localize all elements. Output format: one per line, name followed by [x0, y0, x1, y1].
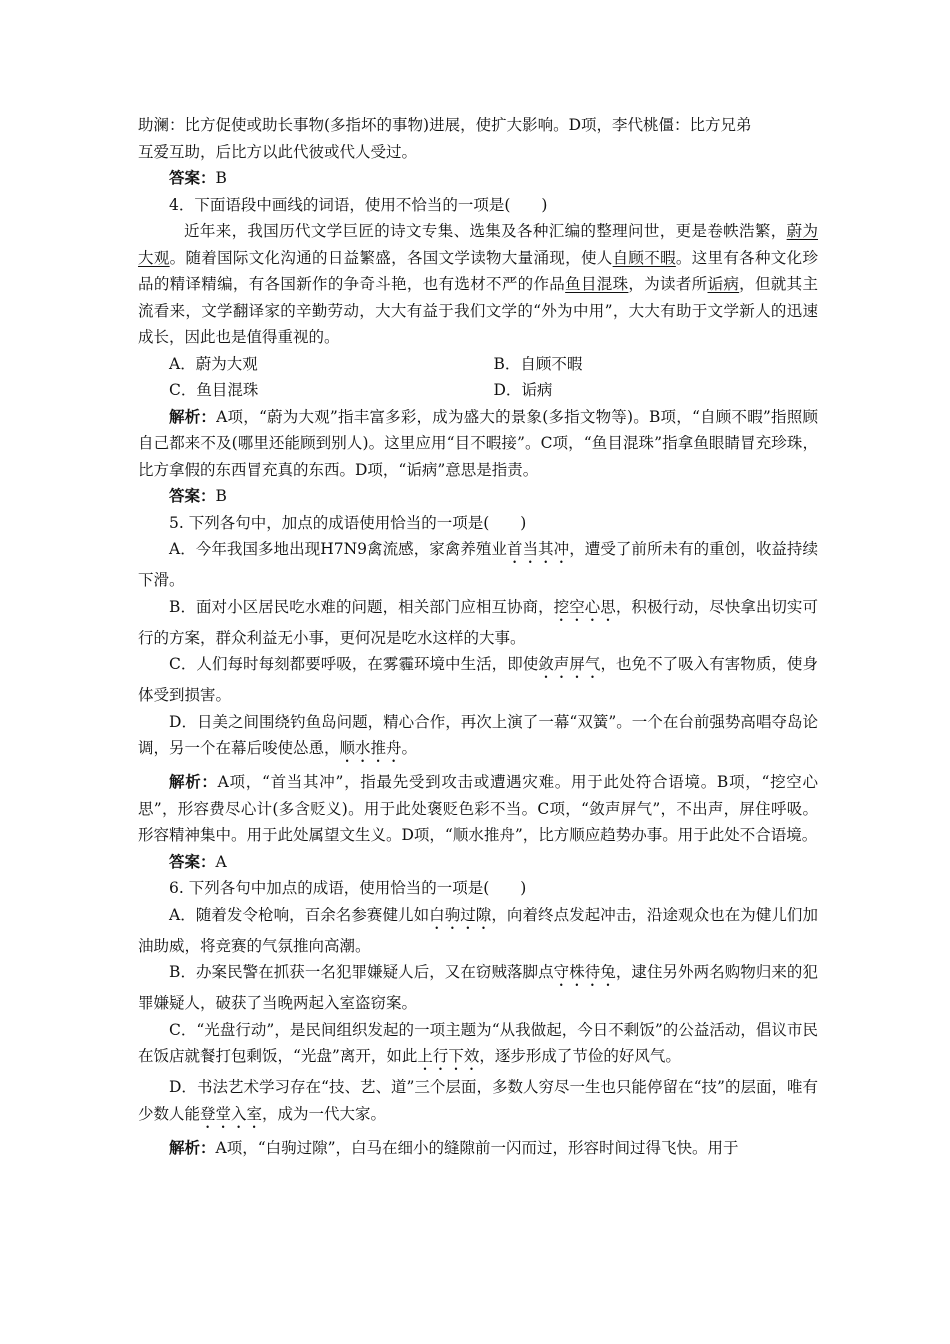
- option-d: D．书法艺术学习存在“技、艺、道”三个层面，多数人穷尽一生也只能停留在“技”的层面，唯有少数人能登堂入室，成为一代大家。: [138, 1078, 818, 1123]
- text-line: 互爱互助，后比方以此代彼或代人受过。: [138, 142, 418, 161]
- dotted-idiom: 登堂入室: [200, 1104, 263, 1123]
- option-b: B．办案民警在抓获一名犯罪嫌疑人后，又在窃贼落脚点守株待兔，逮住另外两名购物归来的犯罪嫌疑人，破获了当晚两起入室盗窃案。: [138, 963, 818, 1012]
- question-stem: 4．下面语段中画线的词语，使用不恰当的一项是( ): [169, 195, 548, 214]
- option: C．鱼目混珠: [169, 381, 259, 399]
- analysis: [138, 1135, 818, 1162]
- answer-value: B: [215, 169, 227, 187]
- option-c: C．人们每时每刻都要呼吸，在雾霾环境中生活，即使敛声屏气，也免不了吸入有害物质，使身体受到损害。: [138, 655, 818, 704]
- answer-label: 答案：: [169, 486, 216, 505]
- analysis: [138, 769, 818, 849]
- dotted-idiom: 首当其冲: [507, 540, 570, 558]
- underlined-term: 诟病: [707, 275, 740, 293]
- option: A．蔚为大观: [169, 354, 258, 373]
- passage-text: 。随着国际文化沟通的日益繁盛，各国文学读物大量涌现，使人: [169, 248, 613, 267]
- option-a: A．今年我国多地出现H7N9禽流感，家禽养殖业首当其冲，遭受了前所未有的重创，收益持续下滑。: [138, 540, 818, 589]
- passage-text: 近年来，我国历代文学巨匠的诗文专集、选集及各种汇编的整理问世，更是卷帙浩繁，: [184, 222, 787, 240]
- underlined-term: 自顾不暇: [612, 248, 676, 267]
- dotted-idiom: 上行下效: [417, 1047, 480, 1065]
- answer-line: [138, 165, 818, 192]
- option: B．自顾不暇: [493, 354, 583, 373]
- analysis-text: A项，“白驹过隙”，白马在细小的缝隙前一闪而过，形容时间过得飞快。用于: [215, 1138, 739, 1157]
- question-stem: 5. 下列各句中，加点的成语使用恰当的一项是( ): [169, 513, 527, 532]
- option-a: A．随着发令枪响，百余名参赛健儿如白驹过隙，向着终点发起冲击，沿途观众也在为健儿们加油助威，将竞赛的气氛推向高潮。: [138, 905, 818, 955]
- dotted-idiom: 白驹过隙: [429, 905, 492, 924]
- question-stem: 6. 下列各句中加点的成语，使用恰当的一项是( ): [169, 879, 527, 897]
- passage-text: ，为读者所: [628, 275, 708, 293]
- answer-line: [138, 483, 818, 510]
- underlined-term: 鱼目混珠: [565, 275, 629, 293]
- options-row: [169, 351, 818, 378]
- text-line: 助澜：比方促使或助长事物(多指坏的事物)进展，使扩大影响。D项，李代桃僵：比方兄弟: [138, 116, 752, 134]
- passage: [138, 218, 818, 351]
- answer-value: B: [215, 487, 227, 505]
- option: D．诟病: [493, 381, 553, 399]
- option-c: C．“光盘行动”，是民间组织发起的一项主题为“从我做起，今日不剩饭”的公益活动，倡议市民在饭店就餐打包剩饭，“光盘”离开，如此上行下效，逐步形成了节俭的好风气。: [138, 1020, 818, 1065]
- dotted-idiom: 敛声屏气: [538, 655, 601, 673]
- document-page: [138, 112, 818, 1161]
- answer-value: A: [215, 852, 227, 871]
- passage-text: ，但就其主流看来，文学翻译家的辛勤劳动，大大有益于我们文学的“外为中用”，大大有助于文学新人的迅速成长，因此也是值得重视的。: [138, 275, 818, 346]
- analysis-text: A项，“蔚为大观”指丰富多彩，成为盛大的景象(多指文物等)。B项，“自顾不暇”指照顾自己都来不及(哪里还能顾到别人)。这里应用“目不暇接”。C项，“鱼目混珠”指拿鱼眼睛冒充珍珠，比方拿假的东西冒充真的东西。D项，“诟病”意思是指责。: [138, 407, 818, 479]
- dotted-idiom: 顺水推舟: [339, 739, 402, 757]
- underlined-term: 蔚为大观: [138, 222, 818, 267]
- option-d: D．日美之间围绕钓鱼岛问题，精心合作，再次上演了一幕“双簧”。一个在台前强势高唱夺岛论调，另一个在幕后唆使怂恿，顺水推舟。: [138, 712, 818, 757]
- analysis-text: A项，“首当其冲”，指最先受到攻击或遭遇灾难。用于此处符合语境。B项，“挖空心思”，形容费尽心计(多含贬义)。用于此处褒贬色彩不当。C项，“敛声屏气”，不出声，屏住呼吸。形容精神集中。用于此处属望文生义。D项，“顺水推舟”，比方顺应趋势办事。用于此处不合语境。: [138, 773, 818, 844]
- answer-label: 答案：: [169, 851, 216, 871]
- analysis-label: 解析：: [169, 406, 217, 426]
- options-row: [169, 377, 818, 404]
- analysis: [138, 404, 818, 484]
- dotted-idiom: 守株待兔: [553, 963, 616, 981]
- answer-label: 答案：: [169, 168, 216, 187]
- analysis-label: 解析：: [169, 1137, 216, 1157]
- option-b: B．面对小区居民吃水难的问题，相关部门应相互协商，挖空心思，积极行动，尽快拿出切实可行的方案，群众利益无小事，更何况是吃水这样的大事。: [138, 597, 818, 647]
- analysis-label: 解析：: [169, 772, 218, 791]
- answer-line: [138, 849, 818, 876]
- passage-text: 。这里有各种文化珍品的精译精编，有各国新作的争奇斗艳，也有选材不严的作品: [138, 248, 818, 293]
- dotted-idiom: 挖空心思: [553, 597, 616, 616]
